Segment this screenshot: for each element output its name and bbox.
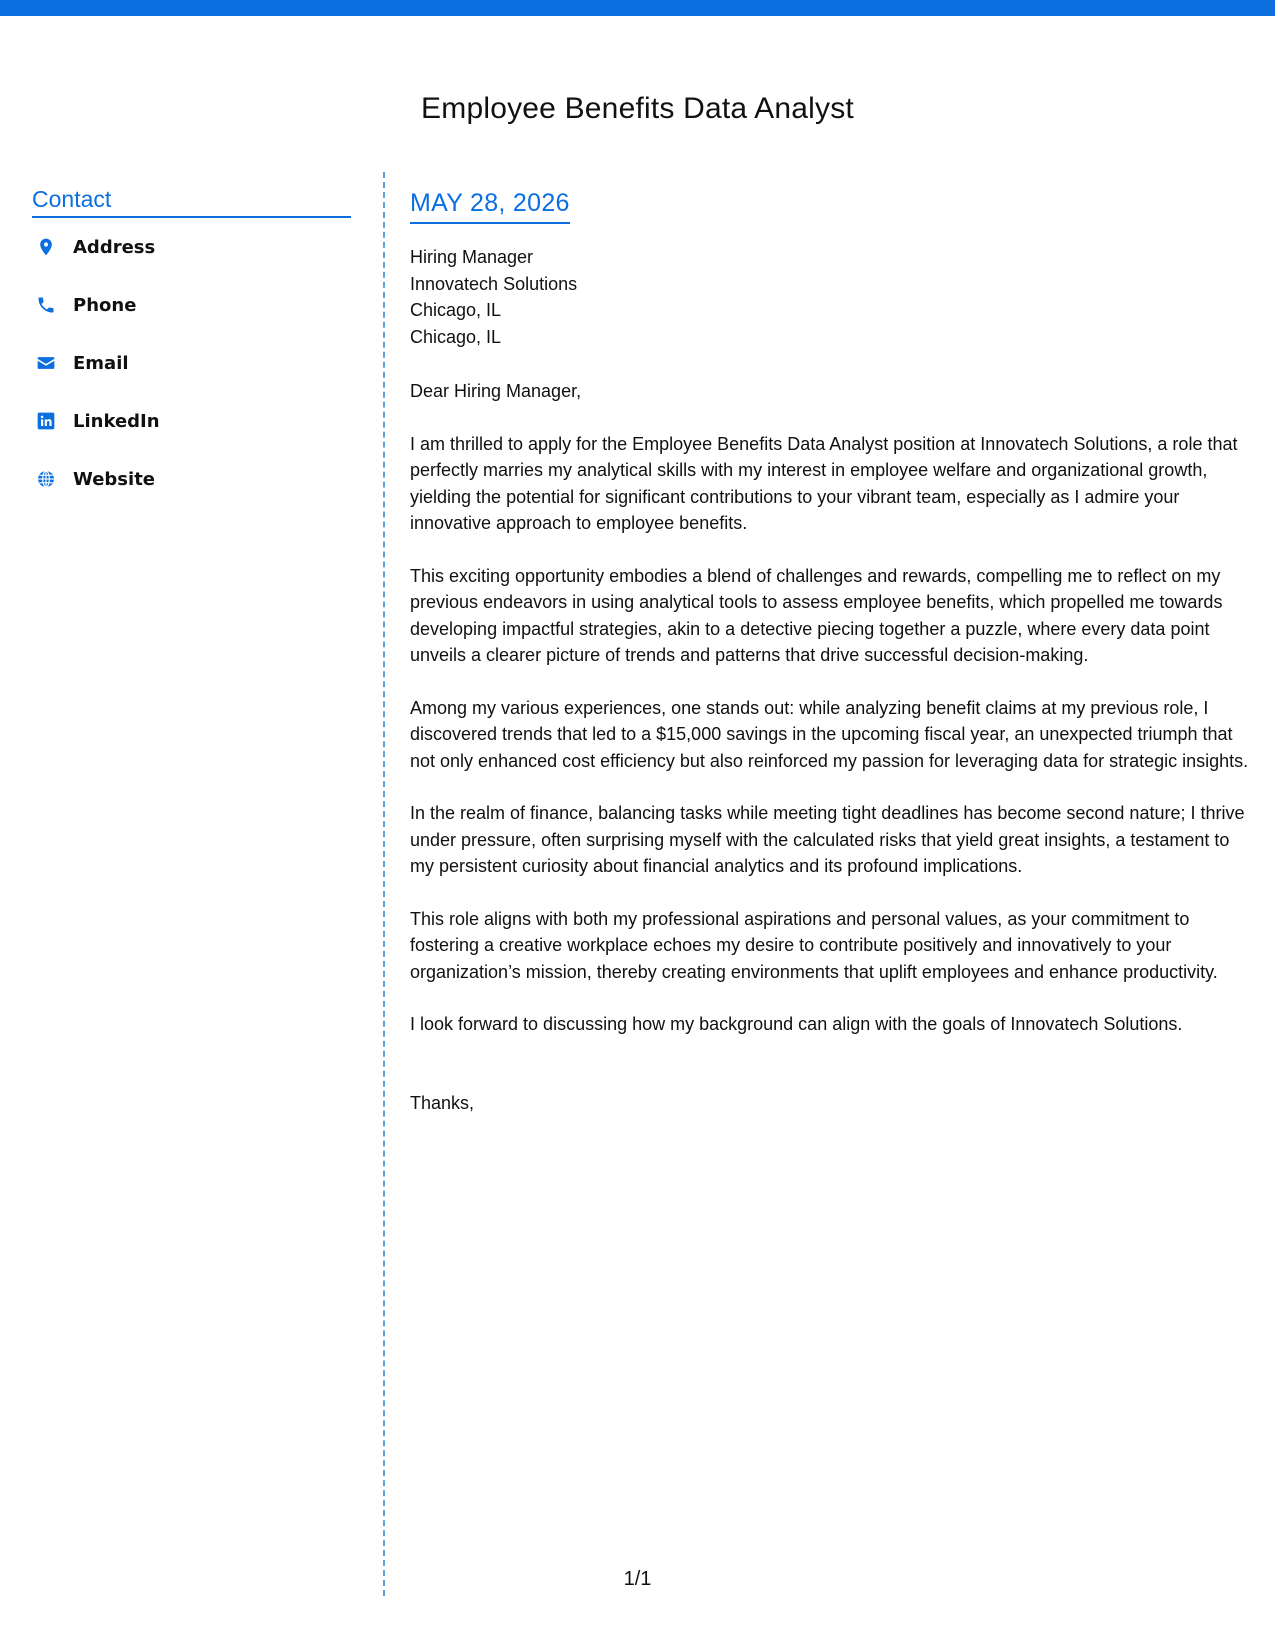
letter-paragraph: I am thrilled to apply for the Employee Benefits Data Analyst position at Innovatech Solutions, a role that perfectly marries my analytical skills with my interest in employee welfare and organizational growth, yielding the potential for significant contributions to your vibrant team, especially as I admire your innovative approach to employee benefits. (410, 433, 1238, 533)
recipient-line: Hiring Manager (410, 247, 534, 267)
contact-linkedin (32, 392, 351, 450)
contact-address-label: Address (73, 236, 156, 258)
contact-email (32, 334, 351, 392)
closing: Thanks, (410, 1092, 475, 1113)
letter-paragraph: I look forward to discussing how my background can align with the goals of Innovatech Solutions. (410, 1014, 1183, 1034)
phone-icon (35, 294, 57, 316)
linkedin-icon (35, 410, 57, 432)
map-pin-icon (35, 236, 57, 258)
contact-linkedin-label: LinkedIn (73, 410, 160, 432)
salutation: Dear Hiring Manager, (410, 381, 582, 401)
contact-email-label: Email (73, 352, 129, 374)
top-accent-bar (0, 0, 1275, 16)
page-number: 1/1 (623, 1568, 652, 1590)
contact-sidebar (32, 186, 351, 508)
contact-phone (32, 276, 351, 334)
letter-paragraph: Among my various experiences, one stands out: while analyzing benefit claims at my previous role, I discovered trends that led to a $15,000 savings in the upcoming fiscal year, an unexpected triumph that not only enhanced cost efficiency but also reinforced my passion for leveraging data for strategic insights. (410, 697, 1249, 771)
letter-date: MAY 28, 2026 (410, 186, 570, 224)
contact-phone-label: Phone (73, 294, 137, 316)
letter-paragraph: This exciting opportunity embodies a blend of challenges and rewards, compelling me to reflect on my previous endeavors in using analytical tools to assess employee benefits, which propelled me towards developing impactful strategies, akin to a detective piecing together a puzzle, where every data point unveils a clearer picture of trends and patterns that drive successful decision-making. (410, 565, 1223, 665)
letter-body (410, 186, 1250, 1116)
contact-heading: Contact (32, 186, 351, 218)
recipient-block (410, 244, 1250, 350)
recipient-line: Chicago, IL (410, 300, 502, 320)
letter-paragraph: This role aligns with both my professional aspirations and personal values, as your commitment to fostering a creative workplace echoes my desire to contribute positively and innovatively to your organization’s mission, thereby creating environments that uplift employees and enhance productivity. (410, 908, 1218, 982)
recipient-line: Innovatech Solutions (410, 273, 578, 294)
contact-website (32, 450, 351, 508)
letter-paragraph: In the realm of finance, balancing tasks while meeting tight deadlines has become second nature; I thrive under pressure, often surprising myself with the calculated risks that yield great insights, a testament to my persistent curiosity about financial analytics and its profound implications. (410, 803, 1245, 876)
contact-website-label: Website (73, 468, 156, 490)
column-divider (383, 172, 385, 1596)
contact-address (32, 218, 351, 276)
envelope-icon (35, 352, 57, 374)
page-title: Employee Benefits Data Analyst (421, 92, 854, 125)
globe-icon (35, 468, 57, 490)
recipient-line: Chicago, IL (410, 326, 502, 347)
